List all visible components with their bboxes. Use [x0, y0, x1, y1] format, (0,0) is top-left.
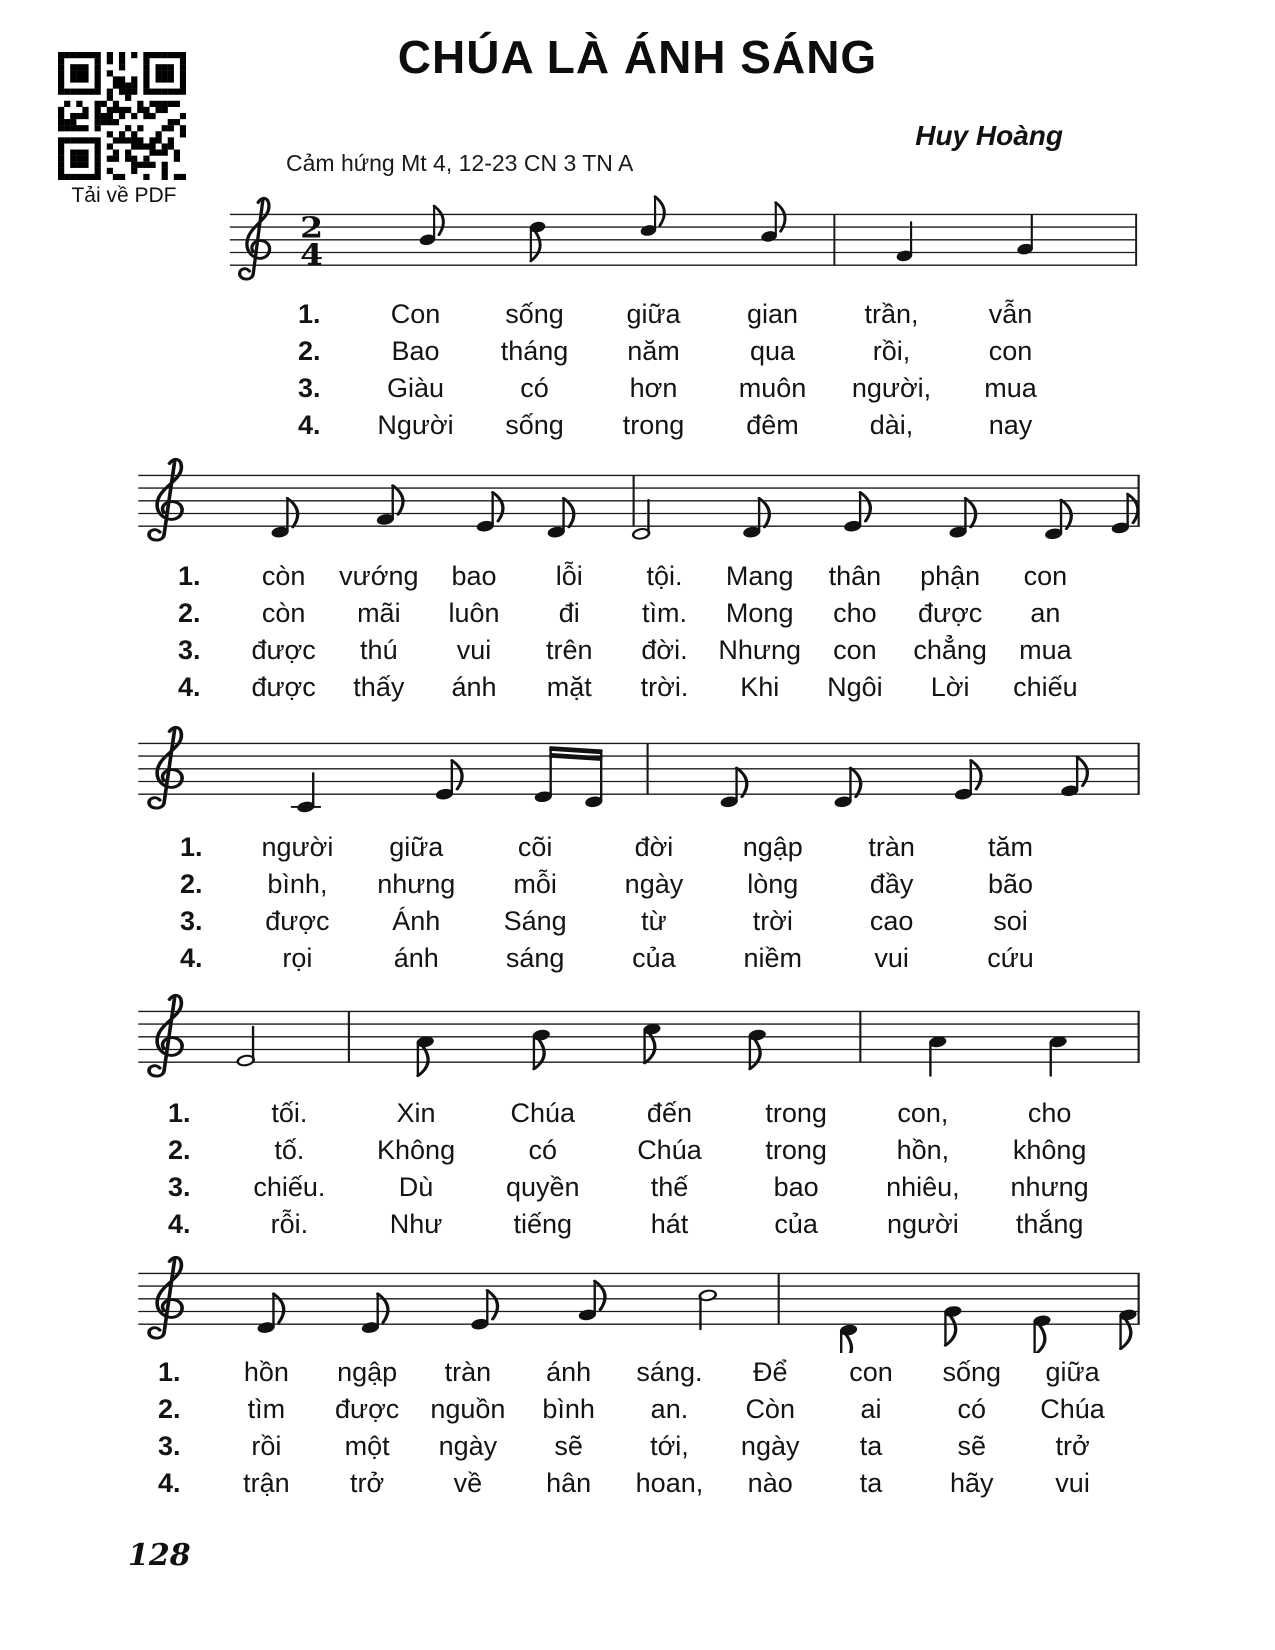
lyric-word: một	[344, 1431, 390, 1461]
lyric-word: an	[1030, 598, 1061, 628]
lyric-word: cho	[1027, 1098, 1072, 1128]
lyric-word: giữa	[389, 832, 444, 862]
lyric-line	[168, 1169, 1113, 1206]
lyric-word: con	[988, 336, 1033, 366]
lyric-word: vướng	[339, 561, 419, 591]
verse-number: 1.	[298, 299, 321, 329]
lyric-line	[158, 1391, 1123, 1428]
verse-number: 3.	[180, 906, 203, 936]
lyric-word: không	[1012, 1135, 1087, 1165]
lyric-word: cho	[833, 598, 877, 628]
composer-name: Huy Hoàng	[915, 120, 1063, 151]
treble-clef-icon	[149, 727, 182, 808]
lyric-word: muôn	[738, 373, 807, 403]
lyric-word: vẫn	[988, 299, 1033, 329]
lyric-word: được	[265, 906, 330, 936]
lyric-word: Giàu	[386, 373, 445, 403]
lyric-word: trời	[752, 906, 793, 936]
lyric-word: vui	[456, 635, 492, 665]
lyric-word: tội.	[646, 561, 683, 591]
lyric-word: hát	[650, 1209, 689, 1239]
lyric-word: quyền	[505, 1172, 580, 1202]
lyric-line	[168, 1206, 1113, 1243]
lyric-word: ánh	[451, 672, 497, 702]
verse-block-4	[168, 1095, 1113, 1243]
lyric-word: rồi	[251, 1431, 282, 1461]
lyric-word: Mang	[725, 561, 794, 591]
lyric-word: trời.	[640, 672, 689, 702]
lyric-word: con,	[897, 1098, 949, 1128]
lyric-word: nhưng	[1010, 1172, 1089, 1202]
lyric-word: năm	[627, 336, 680, 366]
lyric-word: chiếu.	[253, 1172, 326, 1202]
lyric-word: sống	[942, 1357, 1002, 1387]
lyric-word: hoan,	[635, 1468, 704, 1498]
lyric-word: được	[251, 635, 316, 665]
lyric-line	[158, 1428, 1123, 1465]
lyric-word: nhiêu,	[886, 1172, 960, 1202]
lyric-word: vui	[874, 943, 909, 973]
page-number: 128	[128, 1538, 191, 1573]
lyric-word: thấy	[353, 672, 405, 702]
music-staff-5	[134, 1248, 1144, 1353]
lyric-word: Dù	[398, 1172, 434, 1202]
lyric-word: Chúa	[510, 1098, 576, 1128]
lyric-word: có	[520, 373, 549, 403]
lyric-word: tới,	[650, 1431, 689, 1461]
lyric-line	[298, 370, 1070, 407]
verse-number: 1.	[178, 561, 201, 591]
lyric-word: mãi	[357, 598, 401, 628]
lyric-word: trận	[243, 1468, 290, 1498]
lyric-word: cao	[869, 906, 914, 936]
lyric-word: bình,	[267, 869, 328, 899]
lyric-word: Còn	[745, 1394, 795, 1424]
lyric-word: bình	[542, 1394, 595, 1424]
song-title: CHÚA LÀ ÁNH SÁNG	[397, 31, 878, 83]
lyric-word: đời	[634, 832, 674, 862]
lyric-word: mua	[1019, 635, 1072, 665]
lyric-word: cõi	[517, 832, 553, 862]
lyric-word: ngày	[740, 1431, 800, 1461]
verse-number: 4.	[298, 410, 321, 440]
lyric-word: rọi	[282, 943, 313, 973]
lyric-word: có	[957, 1394, 986, 1424]
lyric-word: hãy	[949, 1468, 994, 1498]
lyric-word: Bao	[391, 336, 440, 366]
verse-number: 1.	[168, 1098, 191, 1128]
lyric-word: phận	[920, 561, 981, 591]
lyric-line	[180, 866, 1070, 903]
lyric-word: về	[453, 1468, 483, 1498]
verse-block-1	[298, 296, 1070, 444]
lyric-word: trở	[350, 1468, 385, 1498]
lyric-word: sáng.	[636, 1357, 703, 1387]
music-staff-1	[226, 189, 1141, 294]
score-area	[0, 183, 1275, 1502]
lyric-word: nào	[747, 1468, 793, 1498]
lyric-word: niềm	[743, 943, 803, 973]
verse-number: 2.	[298, 336, 321, 366]
lyric-word: trong	[765, 1098, 827, 1128]
lyric-word: còn	[261, 598, 306, 628]
verse-number: 4.	[158, 1468, 181, 1498]
lyric-word: tràn	[868, 832, 915, 862]
lyric-word: tối.	[271, 1098, 308, 1128]
lyric-word: tháng	[500, 336, 569, 366]
lyric-word: Xin	[396, 1098, 436, 1128]
lyric-word: sáng	[505, 943, 565, 973]
lyric-word: chẳng	[913, 635, 987, 665]
lyric-word: sống	[505, 299, 564, 329]
lyric-word: Con	[390, 299, 441, 329]
lyric-line	[168, 1095, 1113, 1132]
lyric-line	[168, 1132, 1113, 1169]
lyric-word: thế	[650, 1172, 689, 1202]
lyric-word: Mong	[725, 598, 794, 628]
lyric-word: Chúa	[637, 1135, 702, 1165]
lyric-word: trên	[546, 635, 593, 665]
svg-text:2: 2	[300, 211, 324, 245]
lyric-word: sẽ	[957, 1431, 986, 1461]
lyric-word: qua	[749, 336, 796, 366]
lyric-word: tăm	[988, 832, 1034, 862]
lyric-word: trong	[622, 410, 685, 440]
lyric-line	[178, 595, 1093, 632]
lyric-line	[158, 1465, 1123, 1502]
lyric-word: soi	[993, 906, 1028, 936]
lyric-word: của	[632, 943, 676, 973]
lyric-word: ngập	[337, 1357, 398, 1387]
lyric-word: bao	[773, 1172, 819, 1202]
lyric-word: Nhưng	[718, 635, 802, 665]
lyric-word: nhưng	[377, 869, 456, 899]
lyric-word: người	[886, 1209, 959, 1239]
lyric-word: Không	[377, 1135, 456, 1165]
lyric-line	[158, 1354, 1123, 1391]
lyric-line	[180, 940, 1070, 977]
lyric-word: Để	[752, 1357, 788, 1387]
svg-text:4: 4	[300, 238, 324, 272]
lyric-word: thân	[828, 561, 882, 591]
lyric-word: của	[774, 1209, 818, 1239]
lyric-word: tìm	[247, 1394, 286, 1424]
verse-number: 4.	[178, 672, 201, 702]
lyric-word: Chúa	[1040, 1394, 1105, 1424]
music-staff-3	[134, 718, 1144, 823]
scripture-reference: Cảm hứng Mt 4, 12-23 CN 3 TN A	[286, 150, 634, 176]
lyric-word: người,	[851, 373, 932, 403]
verse-block-3	[180, 829, 1070, 977]
lyric-word: Khi	[740, 672, 780, 702]
verse-number: 2.	[180, 869, 203, 899]
lyric-word: mặt	[546, 672, 592, 702]
lyric-word: mỗi	[513, 869, 557, 899]
verse-number: 3.	[158, 1431, 181, 1461]
treble-clef-icon	[149, 1257, 182, 1338]
lyric-word: lòng	[747, 869, 799, 899]
lyric-line	[178, 669, 1093, 706]
lyric-word: đầy	[869, 869, 914, 899]
lyric-word: còn	[261, 561, 306, 591]
lyric-word: vui	[1055, 1468, 1090, 1498]
lyric-word: đến	[646, 1098, 692, 1128]
lyric-word: trở	[1055, 1431, 1090, 1461]
lyric-word: sẽ	[554, 1431, 583, 1461]
lyric-word: an.	[650, 1394, 689, 1424]
lyric-word: ánh	[546, 1357, 592, 1387]
lyric-word: Ngôi	[827, 672, 883, 702]
lyric-word: hồn	[243, 1357, 289, 1387]
lyric-line	[298, 407, 1070, 444]
lyric-word: tìm.	[641, 598, 687, 628]
lyric-word: Như	[389, 1209, 443, 1239]
lyric-word: Người	[377, 410, 454, 440]
treble-clef-icon	[149, 459, 182, 540]
lyric-line	[178, 632, 1093, 669]
verse-block-2	[178, 558, 1093, 706]
verse-number: 1.	[158, 1357, 181, 1387]
lyric-line	[298, 296, 1070, 333]
treble-clef-icon	[149, 995, 182, 1076]
qr-download-label[interactable]: Tải về PDF	[71, 184, 177, 207]
lyric-word: đêm	[746, 410, 799, 440]
lyric-line	[180, 829, 1070, 866]
lyric-word: luôn	[448, 598, 500, 628]
lyric-line	[178, 558, 1093, 595]
music-staff-2	[134, 450, 1144, 555]
lyric-word: hồn,	[896, 1135, 950, 1165]
lyric-word: rồi,	[872, 336, 911, 366]
lyric-word: cứu	[987, 943, 1034, 973]
lyric-word: người	[261, 832, 334, 862]
lyric-word: ngày	[438, 1431, 498, 1461]
lyric-word: đời.	[641, 635, 688, 665]
lyric-word: con	[1023, 561, 1068, 591]
lyric-word: tố.	[274, 1135, 305, 1165]
lyric-word: được	[917, 598, 983, 628]
verse-number: 2.	[158, 1394, 181, 1424]
lyric-word: đi	[558, 598, 580, 628]
lyric-word: giữa	[626, 299, 681, 329]
lyric-word: mua	[984, 373, 1037, 403]
lyric-word: có	[528, 1135, 558, 1165]
lyric-word: thú	[360, 635, 398, 665]
lyric-word: trong	[765, 1135, 827, 1165]
lyric-word: thắng	[1015, 1209, 1084, 1239]
lyric-word: ta	[859, 1431, 883, 1461]
lyric-word: con	[833, 635, 877, 665]
lyric-line	[180, 903, 1070, 940]
verse-number: 3.	[168, 1172, 191, 1202]
lyric-word: lỗi	[555, 561, 583, 591]
verse-number: 1.	[180, 832, 203, 862]
lyric-word: được	[251, 672, 316, 702]
lyric-word: Ánh	[392, 906, 441, 936]
lyric-word: chiếu	[1013, 672, 1078, 702]
lyric-word: tiếng	[513, 1209, 573, 1239]
lyric-word: bão	[988, 869, 1034, 899]
lyric-word: Lời	[930, 672, 970, 702]
verse-number: 3.	[298, 373, 321, 403]
verse-number: 2.	[178, 598, 201, 628]
lyric-word: hân	[546, 1468, 592, 1498]
lyric-word: bao	[451, 561, 497, 591]
verse-number: 3.	[178, 635, 201, 665]
lyric-word: con	[849, 1357, 893, 1387]
verse-block-5	[158, 1354, 1123, 1502]
verse-number: 4.	[168, 1209, 191, 1239]
verse-number: 4.	[180, 943, 203, 973]
lyric-word: sống	[505, 410, 564, 440]
lyric-word: nay	[988, 410, 1033, 440]
lyric-word: trần,	[864, 299, 919, 329]
lyric-word: ta	[859, 1468, 883, 1498]
treble-clef-icon	[240, 198, 270, 279]
lyric-word: giữa	[1045, 1357, 1100, 1387]
lyric-word: từ	[641, 906, 667, 936]
verse-number: 2.	[168, 1135, 191, 1165]
lyric-word: ai	[860, 1394, 882, 1424]
lyric-word: hơn	[629, 373, 678, 403]
lyric-word: Sáng	[503, 906, 567, 936]
lyric-word: được	[335, 1394, 400, 1424]
lyric-word: ngày	[624, 869, 684, 899]
lyric-line	[298, 333, 1070, 370]
lyric-word: ngập	[742, 832, 803, 862]
lyric-word: nguồn	[430, 1394, 506, 1424]
lyric-word: ánh	[393, 943, 439, 973]
lyric-word: gian	[746, 299, 799, 329]
music-staff-4	[134, 986, 1144, 1091]
lyric-word: tràn	[444, 1357, 492, 1387]
lyric-word: dài,	[869, 410, 914, 440]
lyric-word: rỗi.	[270, 1209, 309, 1239]
